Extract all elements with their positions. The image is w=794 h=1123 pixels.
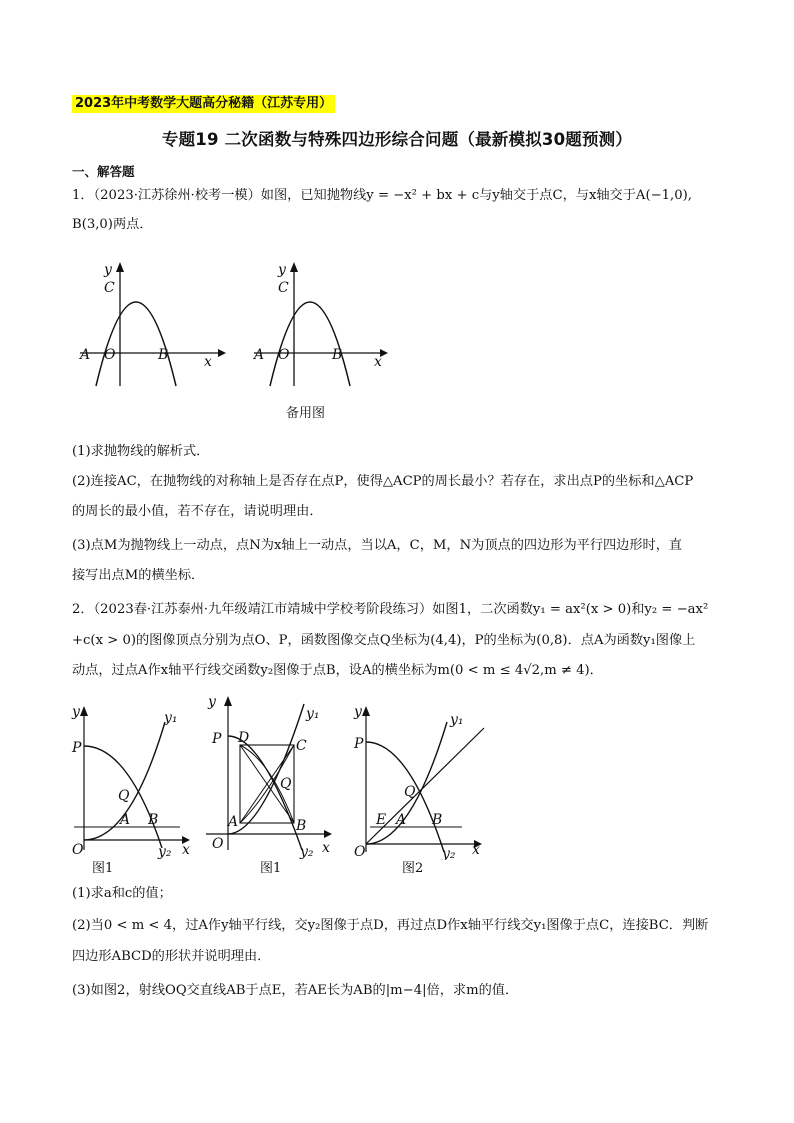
point-label-q: Q [404, 784, 416, 800]
series-banner: 2023年中考数学大题高分秘籍（江苏专用） [72, 95, 335, 113]
point-label-b: B [296, 818, 307, 834]
point-label-p: P [212, 731, 222, 747]
problem2-question2-line2: 四边形ABCD的形状并说明理由． [72, 949, 271, 964]
figure-caption-2: 图2 [402, 861, 424, 876]
axis-label-y: y [104, 262, 112, 278]
point-label-q: Q [280, 776, 292, 792]
curve-label-y1: y₁ [306, 706, 320, 722]
point-label-b: B [432, 812, 443, 828]
point-label-a: A [254, 347, 265, 363]
point-label-o: O [104, 347, 116, 363]
curve-label-y1: y₁ [164, 710, 178, 726]
point-label-p: P [72, 740, 82, 756]
problem2-stem-line3: 动点，过点A作x轴平行线交函数y₂图像于点B，设A的横坐标为m(0 < m ≤ 4√2,m ≠ 4)． [72, 663, 603, 678]
problem1-question2-line1: (2)连接AC，在抛物线的对称轴上是否存在点P，使得△ACP的周长最小？若存在，求出点P的坐标和△ACP [72, 474, 694, 489]
point-label-c: C [104, 280, 115, 296]
problem2-figure-1b [200, 690, 335, 860]
problem1-question3-line1: (3)点M为抛物线上一动点，点N为x轴上一动点，当以A，C，M，N为顶点的四边形为平行四边形时，直 [72, 538, 683, 553]
point-label-o: O [212, 836, 224, 852]
point-label-o: O [354, 844, 366, 860]
axis-label-y: y [72, 704, 80, 720]
curve-label-y2: y₂ [158, 844, 172, 860]
axis-label-x: x [374, 354, 382, 370]
page-title: 专题19 二次函数与特殊四边形综合问题（最新模拟30题预测） [161, 130, 633, 149]
point-label-b: B [332, 347, 343, 363]
point-label-e: E [376, 812, 387, 828]
problem1-question2-line2: 的周长的最小值，若不存在，请说明理由． [72, 504, 323, 519]
problem2-question1: (1)求a和c的值； [72, 886, 172, 901]
figure-caption-1a: 图1 [92, 861, 114, 876]
axis-label-y: y [208, 694, 216, 710]
axis-label-x: x [182, 842, 190, 858]
point-label-c: C [296, 738, 307, 754]
figure-caption-1b: 图1 [260, 861, 282, 876]
point-label-a: A [396, 812, 407, 828]
spare-figure-caption: 备用图 [286, 406, 326, 421]
point-label-a: A [120, 812, 131, 828]
problem2-figure-2 [352, 700, 492, 860]
problem1-question1: (1)求抛物线的解析式． [72, 444, 210, 459]
section-heading: 一、解答题 [72, 164, 135, 179]
problem2-figure-1a [70, 700, 195, 860]
point-label-c: C [278, 280, 289, 296]
curve-label-y2: y₂ [300, 844, 314, 860]
point-label-o: O [72, 842, 84, 858]
curve-label-y1: y₁ [450, 712, 464, 728]
point-label-o: O [278, 347, 290, 363]
problem2-stem-line1: 2．（2023春·江苏泰州·九年级靖江市靖城中学校考阶段练习）如图1，二次函数y₁ = ax²(x > 0)和y₂ = −ax² [72, 602, 709, 617]
problem1-stem-line2: B(3,0)两点． [72, 217, 153, 232]
point-label-b: B [158, 347, 169, 363]
curve-label-y2: y₂ [442, 846, 456, 860]
problem1-question3-line2: 接写出点M的横坐标． [72, 568, 205, 583]
point-label-q: Q [118, 788, 130, 804]
problem2-question3: (3)如图2，射线OQ交直线AB于点E，若AE长为AB的|m−4|倍，求m的值． [72, 983, 519, 998]
problem1-figure-main [78, 258, 228, 388]
axis-label-x: x [322, 840, 330, 856]
problem2-stem-line2: +c(x > 0)的图像顶点分别为点O、P，函数图像交点Q坐标为(4,4)，P的坐标为(0,8)．点A为函数y₁图像上 [72, 633, 696, 648]
problem2-question2-line1: (2)当0 < m < 4，过A作y轴平行线，交y₂图像于点D，再过点D作x轴平行线交y₁图像于点C，连接BC．判断 [72, 918, 709, 933]
point-label-d: D [238, 730, 250, 746]
axis-label-x: x [204, 354, 212, 370]
point-label-p: P [354, 736, 364, 752]
point-label-b: B [148, 812, 159, 828]
problem1-stem-line1: 1．（2023·江苏徐州·校考一模）如图，已知抛物线y = −x² + bx + c与y轴交于点C，与x轴交于A(−1,0), [72, 188, 692, 203]
problem1-figure-spare [252, 258, 402, 388]
axis-label-x: x [472, 842, 480, 858]
point-label-a: A [80, 347, 91, 363]
axis-label-y: y [278, 262, 286, 278]
axis-label-y: y [354, 704, 362, 720]
point-label-a: A [228, 814, 239, 830]
